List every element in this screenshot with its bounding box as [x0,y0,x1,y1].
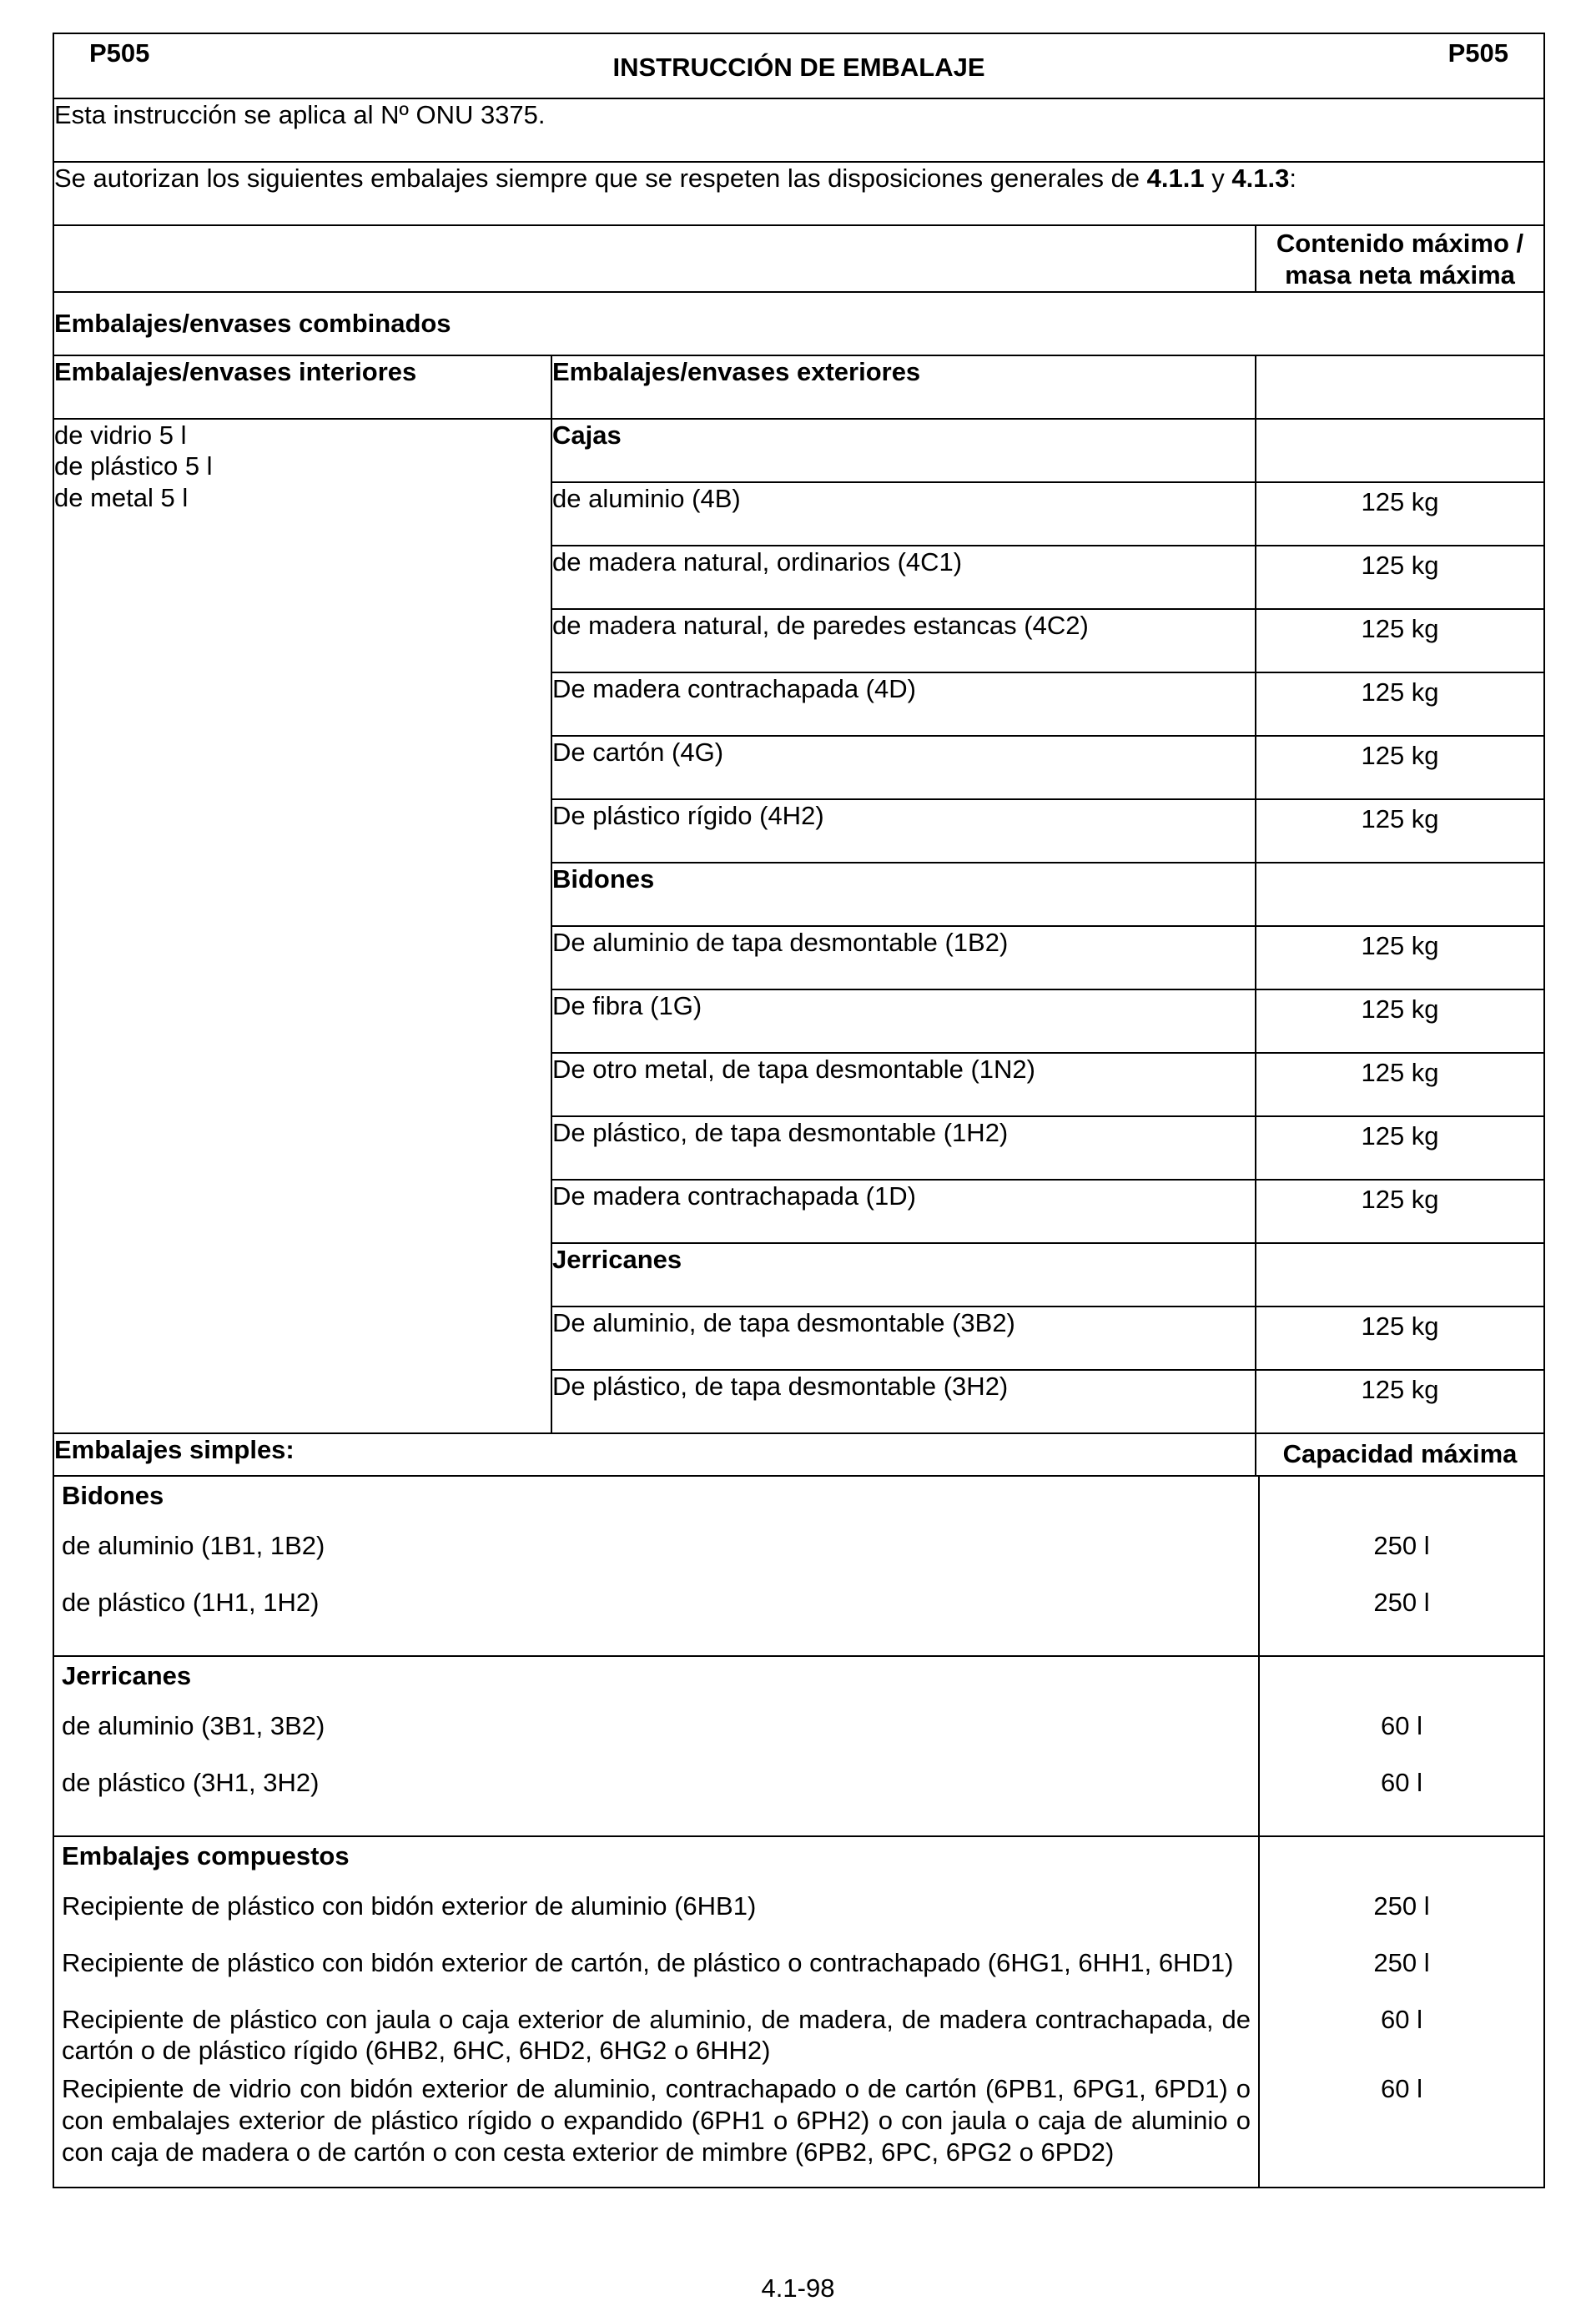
outer-packaging-label: de madera natural, ordinarios (4C1) [551,546,1256,609]
capacity-value: 60 l [1381,1710,1423,1740]
capacity-value: 60 l [1381,2004,1423,2034]
max-net-mass-value: 125 kg [1256,482,1544,546]
applies-to-text: Esta instrucción se aplica al Nº ONU 3375. [53,98,1544,162]
applies-to-row [53,98,1544,162]
authorized-prefix: Se autorizan los siguientes embalajes siempre que se respeten las disposiciones generales de [54,164,1147,193]
simple-packaging-label: Recipiente de plástico con bidón exterior de cartón, de plástico o contrachapado (6HG1, 6HH1, 6HD1) [62,1947,1234,1977]
inner-packaging-header: Embalajes/envases interiores [53,355,551,419]
max-content-header-row [53,225,1544,292]
simple-packagings-section [53,1476,1544,2188]
outer-packaging-label: De plástico, de tapa desmontable (1H2) [551,1116,1256,1180]
capacity-value: 250 l [1373,1891,1430,1921]
simple-packaging-group [54,1835,1543,2187]
simple-packaging-label: de aluminio (3B1, 3B2) [62,1710,325,1740]
value-spacer [1260,1480,1543,1530]
outer-packaging-label: De otro metal, de tapa desmontable (1N2) [551,1053,1256,1116]
value-spacer [1260,1840,1543,1891]
packing-instruction-table [53,33,1545,2188]
outer-group-heading: Jerricanes [551,1243,1256,1307]
outer-packaging-label: De cartón (4G) [551,736,1256,799]
outer-packaging-label: De plástico, de tapa desmontable (3H2) [551,1370,1256,1433]
max-content-header-line1: Contenido máximo / [1276,229,1524,258]
outer-group-heading: Bidones [551,863,1256,926]
simple-group-labels [54,1837,1260,2187]
simple-group-values [1260,1477,1543,1655]
simple-packaging-label: Recipiente de plástico con jaula o caja exterior de aluminio, de madera, de madera contrachapada, de cartón o de plástico rígido (6HB2, 6HC, 6HD2, 6HG2 o 6HH2) [62,2004,1251,2066]
authorized-row [53,162,1544,225]
simple-group-values [1260,1657,1543,1835]
max-net-mass-value: 125 kg [1256,926,1544,989]
outer-packaging-label: De fibra (1G) [551,989,1256,1053]
simple-label: Embalajes simples: [53,1433,1256,1476]
max-net-mass-value: 125 kg [1256,1180,1544,1243]
simple-header-row [53,1433,1544,1476]
capacity-header: Capacidad máxima [1256,1433,1544,1476]
outer-group-value-empty [1256,419,1544,482]
simple-packaging-label: de aluminio (1B1, 1B2) [62,1530,325,1560]
max-net-mass-value: 125 kg [1256,546,1544,609]
packing-instruction-document [53,33,1543,2188]
simple-packaging-label: de plástico (1H1, 1H2) [62,1587,320,1617]
combined-label: Embalajes/envases combinados [53,292,1544,355]
outer-packaging-label: De madera contrachapada (1D) [551,1180,1256,1243]
outer-packaging-header: Embalajes/envases exteriores [551,355,1256,419]
outer-group-heading: Cajas [551,419,1256,482]
capacity-value: 60 l [1381,1767,1423,1797]
authorized-suffix: : [1289,164,1296,193]
outer-group-value-empty [1256,863,1544,926]
simple-group-labels [54,1657,1260,1835]
authorized-text [53,162,1544,225]
instruction-code-left: P505 [89,38,150,68]
simple-packaging-label: Recipiente de plástico con bidón exterior de aluminio (6HB1) [62,1891,757,1921]
max-net-mass-value: 125 kg [1256,736,1544,799]
capacity-value: 250 l [1373,1530,1430,1560]
outer-packaging-label: de aluminio (4B) [551,482,1256,546]
outer-packaging-label: De plástico rígido (4H2) [551,799,1256,863]
simple-group-labels [54,1477,1260,1655]
outer-packaging-label: De aluminio, de tapa desmontable (3B2) [551,1307,1256,1370]
outer-packaging-label: De madera contrachapada (4D) [551,672,1256,736]
capacity-value: 250 l [1373,1587,1430,1617]
max-net-mass-value: 125 kg [1256,1370,1544,1433]
simple-packaging-group [54,1655,1543,1835]
max-content-header [1256,225,1544,292]
max-net-mass-value: 125 kg [1256,672,1544,736]
inner-packaging-list [53,419,551,1433]
simple-group-heading: Bidones [62,1480,164,1510]
max-net-mass-value: 125 kg [1256,989,1544,1053]
simple-packaging-group [54,1477,1543,1655]
inner-packaging-item: de plástico 5 l [54,451,213,481]
max-net-mass-value: 125 kg [1256,609,1544,672]
header-row [53,33,1544,98]
simple-group-values [1260,1837,1543,2187]
page-title: INSTRUCCIÓN DE EMBALAJE [612,53,985,82]
max-net-mass-value: 125 kg [1256,1116,1544,1180]
max-net-mass-value: 125 kg [1256,1053,1544,1116]
outer-group-row [53,419,1544,482]
capacity-value: 60 l [1381,2074,1423,2104]
max-content-header-line2: masa neta máxima [1285,259,1515,290]
simple-group-heading: Jerricanes [62,1660,192,1690]
combined-row [53,292,1544,355]
simple-packaging-label: de plástico (3H1, 3H2) [62,1767,320,1797]
max-net-mass-value: 125 kg [1256,1307,1544,1370]
value-spacer [1260,1660,1543,1710]
capacity-value: 250 l [1373,1947,1430,1977]
reference-4-1-1: 4.1.1 [1146,164,1205,193]
simple-group-heading: Embalajes compuestos [62,1840,350,1870]
outer-packaging-label: De aluminio de tapa desmontable (1B2) [551,926,1256,989]
simple-packaging-label: Recipiente de vidrio con bidón exterior de aluminio, contrachapado o de cartón (6PB1, 6PG1, 6PD1) o con embalajes exterior de plástico rígido o expandido (6PH1 o 6PH2) o con jaula o caja de aluminio o con caja de madera o de cartón o con cesta exterior de mimbre (6PB2, 6PC, 6PG2 o 6PD2) [62,2074,1251,2167]
authorized-middle: y [1204,164,1232,193]
column-headers-row [53,355,1544,419]
inner-packaging-item: de vidrio 5 l [54,420,187,450]
reference-4-1-3: 4.1.3 [1231,164,1290,193]
instruction-code-right: P505 [1447,38,1509,68]
max-net-mass-value: 125 kg [1256,799,1544,863]
simple-packagings-row [53,1476,1544,2188]
outer-packaging-label: de madera natural, de paredes estancas (4C2) [551,609,1256,672]
inner-packaging-item: de metal 5 l [54,483,189,513]
page-number: 4.1-98 [761,2273,835,2303]
outer-group-value-empty [1256,1243,1544,1307]
